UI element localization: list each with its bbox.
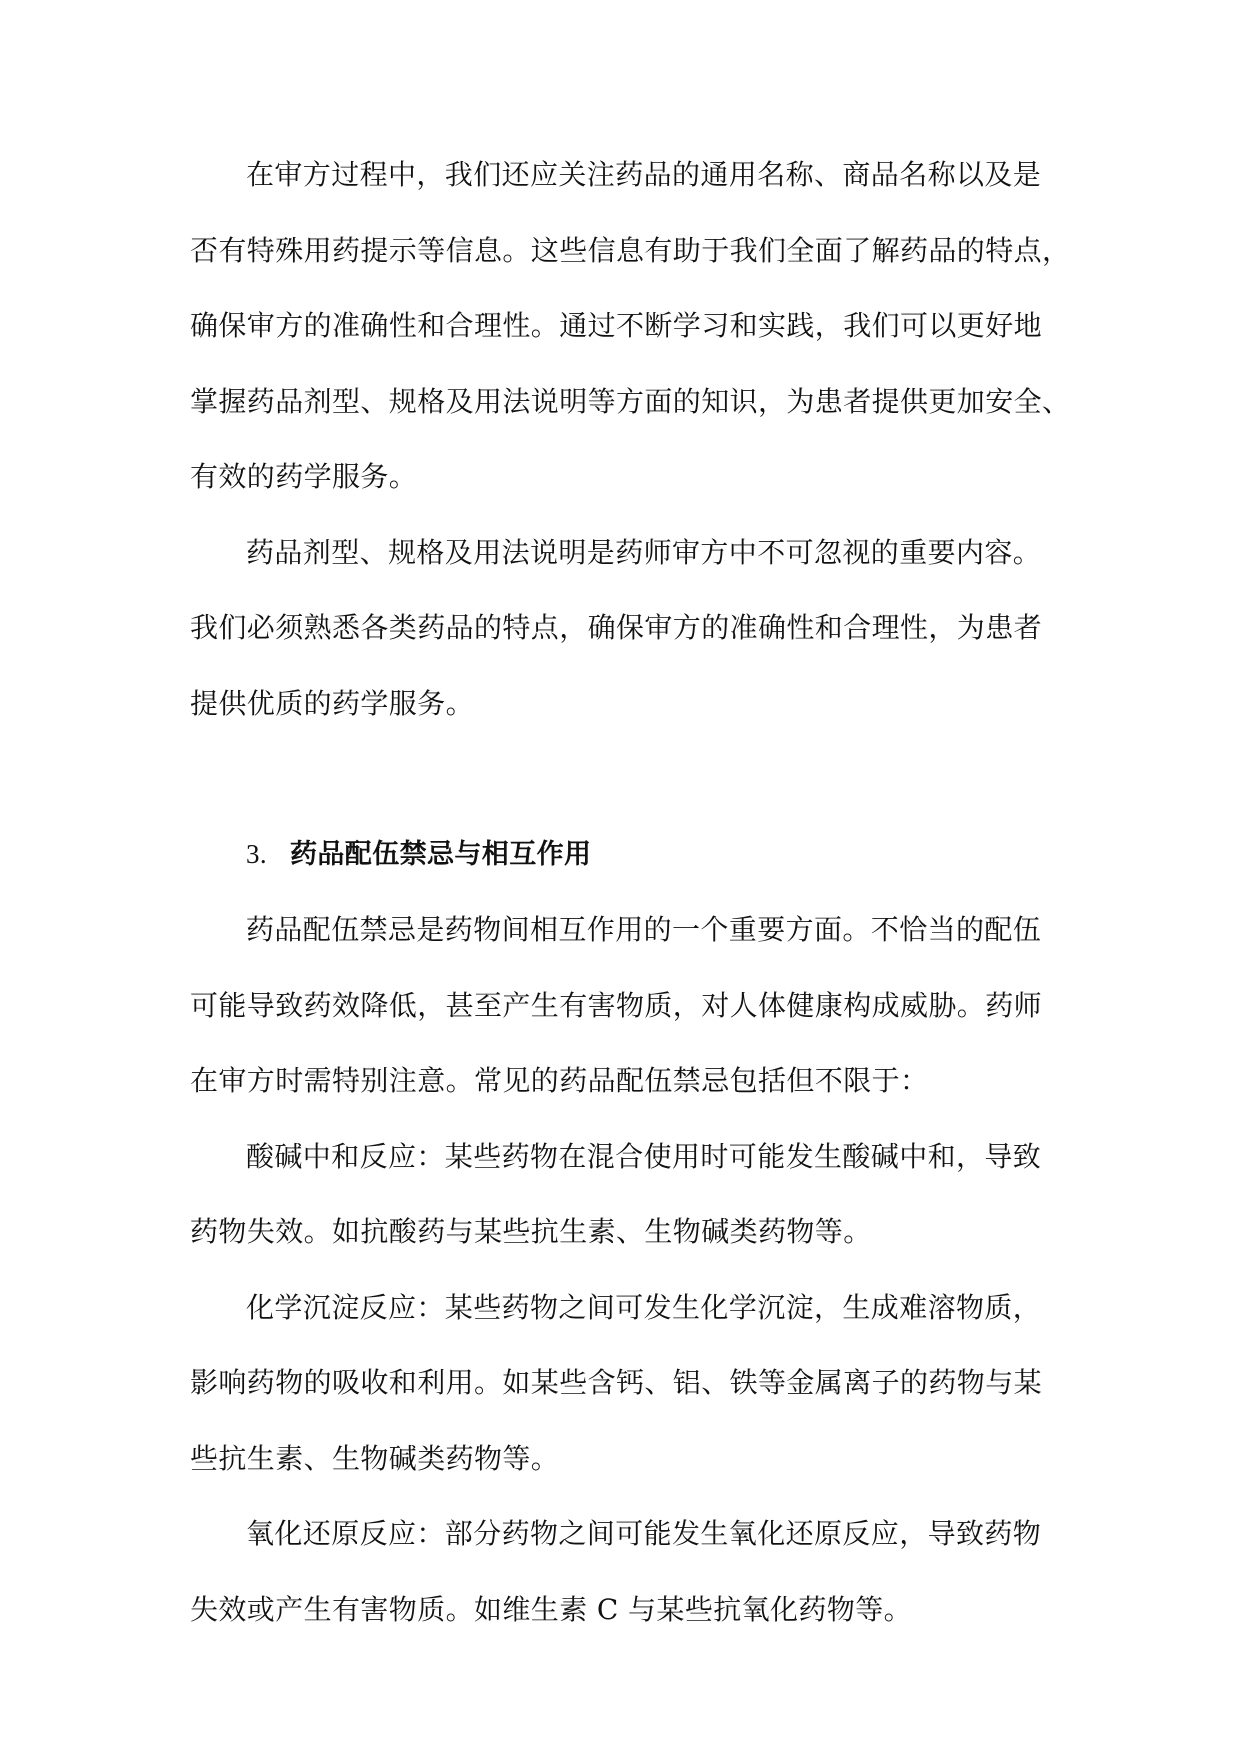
text-line: 药品配伍禁忌是药物间相互作用的一个重要方面。不恰当的配伍	[246, 913, 1042, 946]
text-line: 有效的药学服务。	[190, 460, 418, 493]
text-line: 提供优质的药学服务。	[190, 686, 475, 720]
text-line: 氧化还原反应：部分药物之间可能发生氧化还原反应，导致药物	[246, 1517, 1042, 1550]
text-line: 化学沉淀反应：某些药物之间可发生化学沉淀，生成难溶物质，	[246, 1290, 1042, 1324]
text-line: 在审方过程中，我们还应关注药品的通用名称、商品名称以及是	[246, 158, 1042, 191]
section-spacer	[190, 741, 1090, 817]
paragraph-precipitation	[190, 1270, 1090, 1497]
paragraph-redox	[190, 1496, 1090, 1647]
section-title: 药品配伍禁忌与相互作用	[290, 838, 592, 870]
paragraph-drug-names	[190, 137, 1090, 515]
text-line: 否有特殊用药提示等信息。这些信息有助于我们全面了解药品的特点，	[190, 233, 1071, 267]
document-body	[190, 137, 1090, 1647]
text-line: 药品剂型、规格及用法说明是药师审方中不可忽视的重要内容。	[246, 535, 1042, 569]
text-line: 掌握药品剂型、规格及用法说明等方面的知识，为患者提供更加安全、	[190, 384, 1071, 418]
text-line: 酸碱中和反应：某些药物在混合使用时可能发生酸碱中和，导致	[246, 1139, 1042, 1173]
text-line: 可能导致药效降低，甚至产生有害物质，对人体健康构成威胁。药师	[190, 988, 1043, 1022]
section-heading	[190, 817, 1090, 893]
section-number: 3.	[246, 838, 268, 869]
text-line: 药物失效。如抗酸药与某些抗生素、生物碱类药物等。	[190, 1215, 872, 1248]
text-line: 些抗生素、生物碱类药物等。	[190, 1441, 560, 1475]
paragraph-acid-base	[190, 1119, 1090, 1270]
paragraph-dosage-summary	[190, 515, 1090, 742]
text-line: 失效或产生有害物质。如维生素 C 与某些抗氧化药物等。	[190, 1592, 913, 1626]
text-line: 确保审方的准确性和合理性。通过不断学习和实践，我们可以更好地	[190, 309, 1043, 342]
text-line: 我们必须熟悉各类药品的特点，确保审方的准确性和合理性，为患者	[190, 611, 1043, 644]
text-line: 影响药物的吸收和利用。如某些含钙、铝、铁等金属离子的药物与某	[190, 1366, 1043, 1399]
text-line: 在审方时需特别注意。常见的药品配伍禁忌包括但不限于：	[190, 1064, 929, 1097]
paragraph-incompatibility-intro	[190, 892, 1090, 1119]
